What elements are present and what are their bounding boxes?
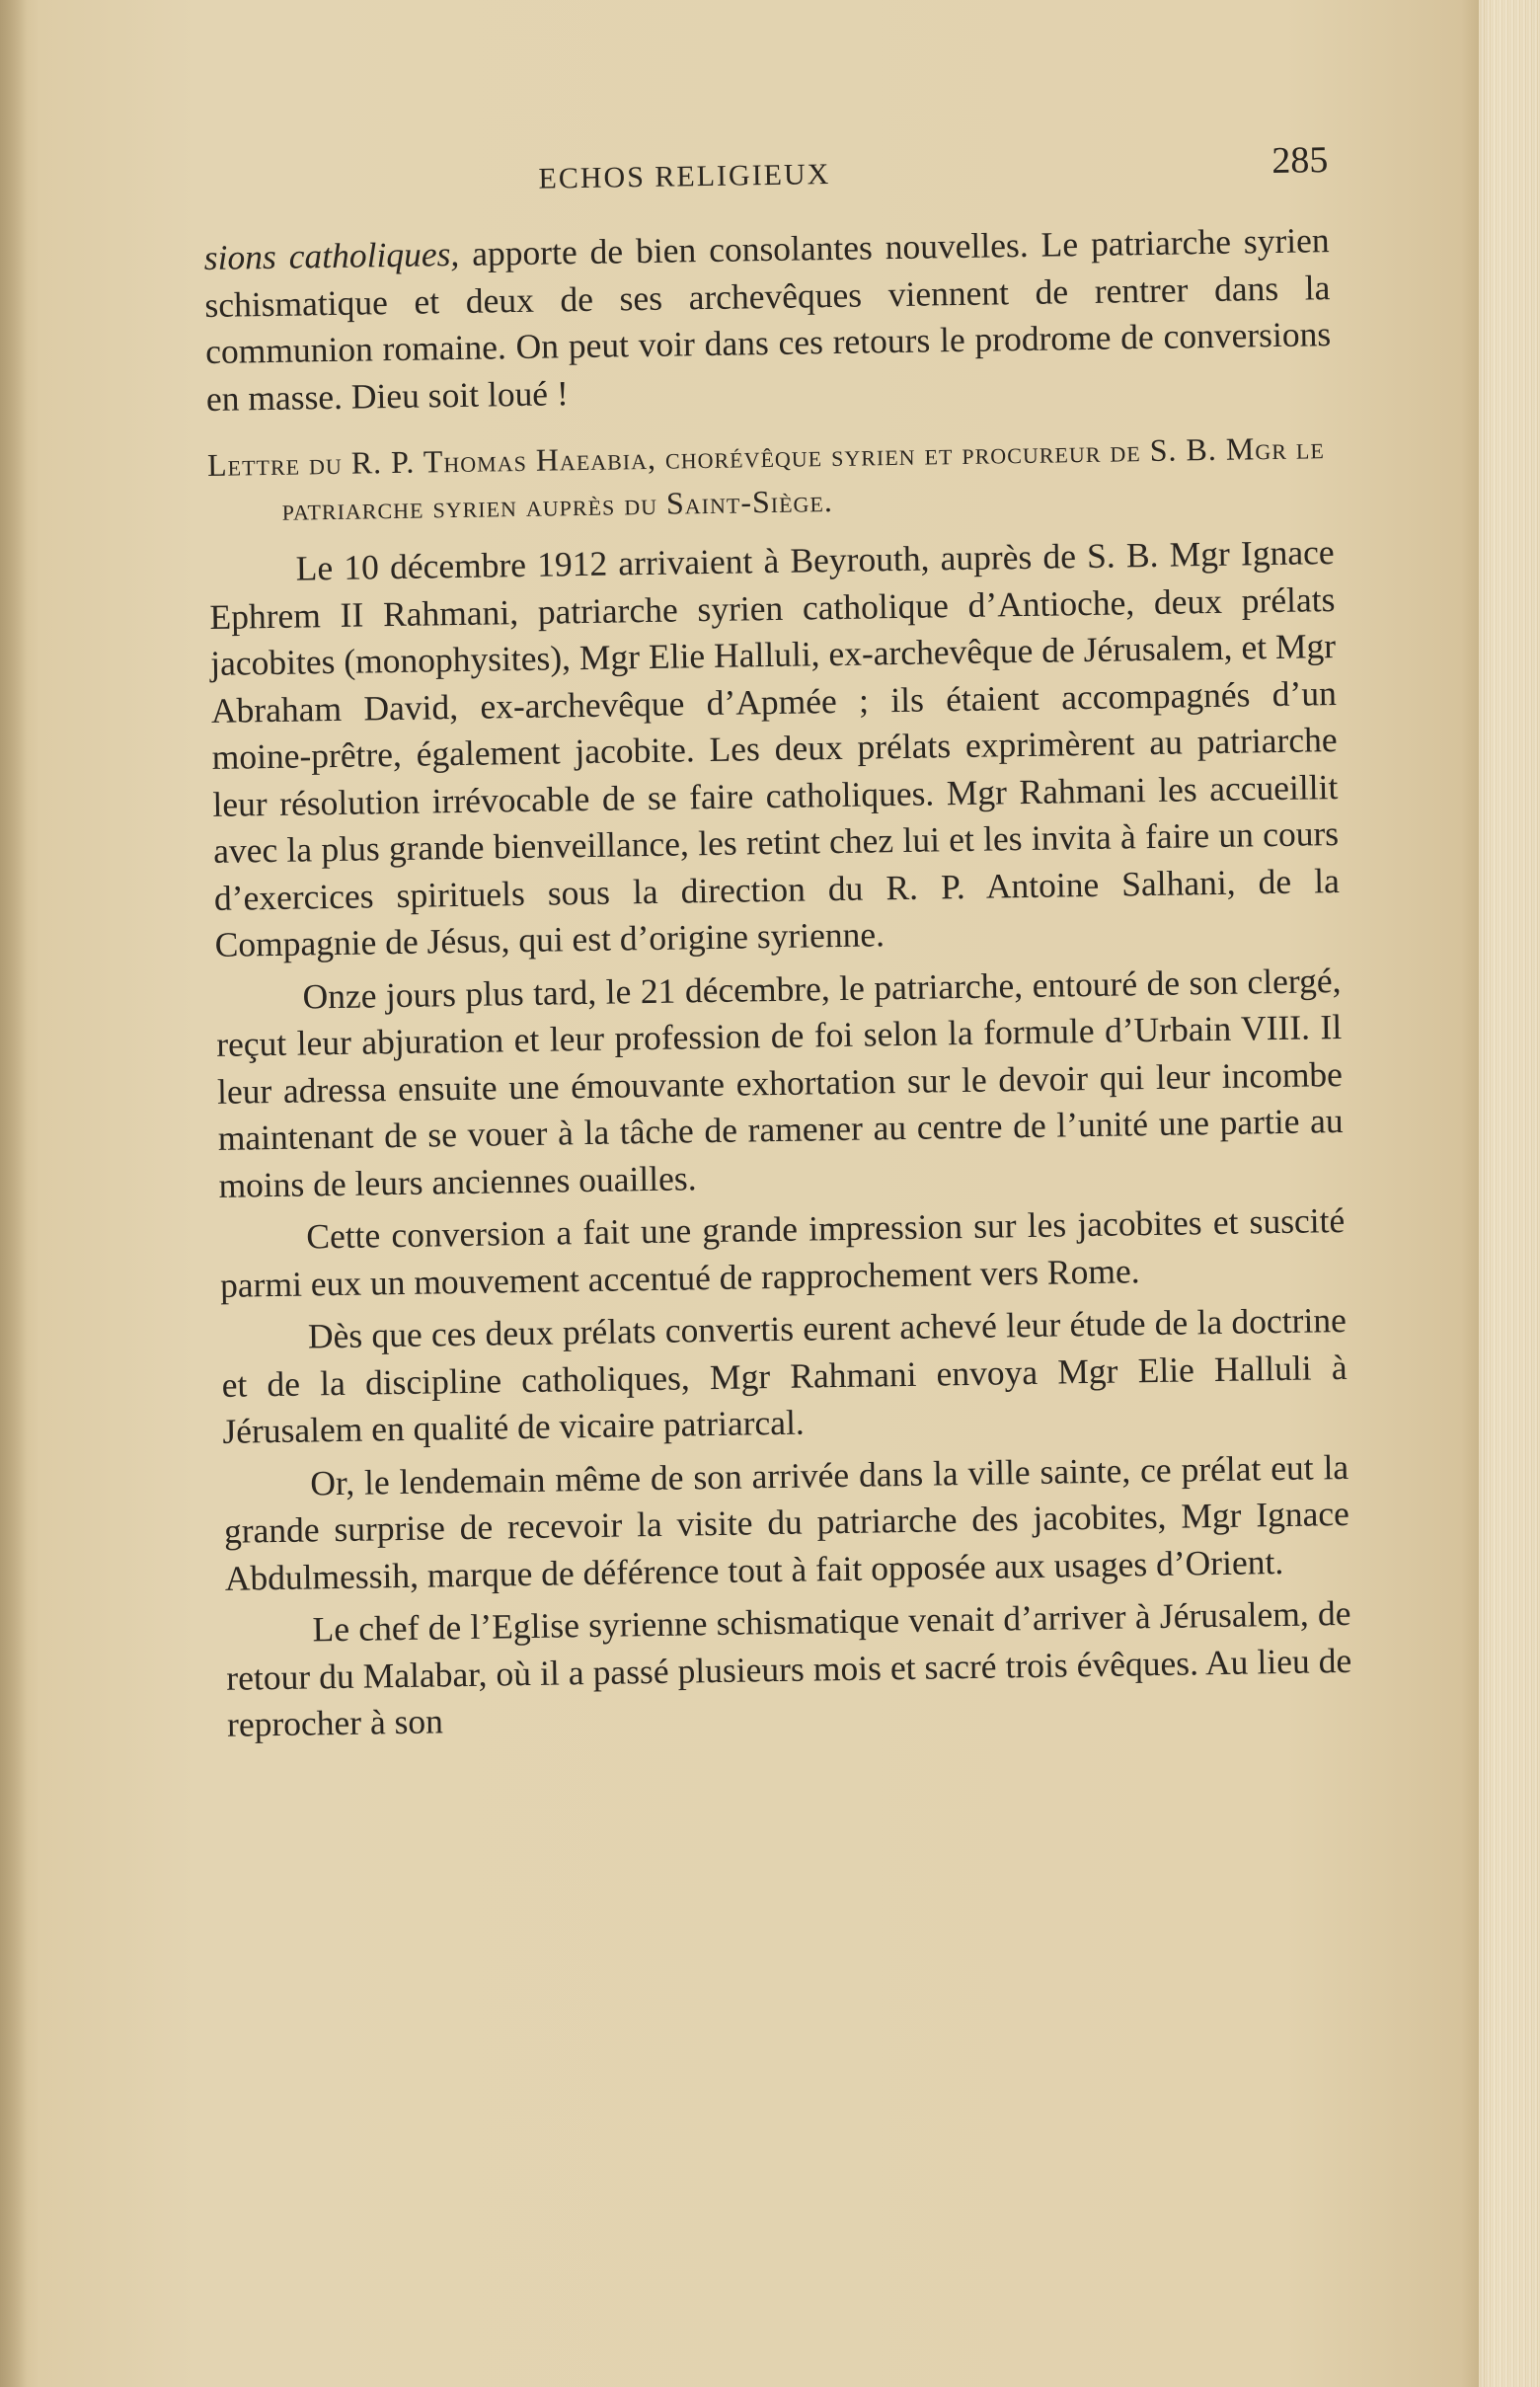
intro-paragraph [203,217,1332,423]
body-paragraph-4: Dès que ces deux prélats convertis eurent achevé leur étude de la doctrine et de la discipline catholiques, Mgr Rahmani envoya Mgr Elie Halluli à Jérusalem en qualité de vicaire patriarcal. [221,1299,1348,1451]
gutter-shadow [0,0,28,2387]
intro-italic-lead: sions catholiques, [203,233,460,277]
page-edges [1479,0,1540,2387]
running-head [202,130,1329,207]
page-number: 285 [1271,139,1329,182]
body-paragraph-3: Cette conversion a fait une grande impression sur les jacobites et suscité parmi eux un mouvement accentué de rapprochement vers Rome. [219,1199,1346,1305]
body-paragraph-6: Le chef de l’Eglise syrienne schismatique venait d’arriver à Jérusalem, de retour du Malabar, où il a passé plusieurs mois et sacré trois évêques. Au lieu de reprocher à son [226,1592,1352,1744]
running-title: ECHOS RELIGIEUX [538,158,831,195]
intro-text: apporte de bien consolantes nouvelles. Le patriarche syrien schismatique et deux de ses archevêques viennent de rentrer dans la communion romaine. On peut voir dans ces retours le prodrome de conversions en masse. Dieu soit loué ! [204,220,1332,419]
body-paragraph-2: Onze jours plus tard, le 21 décembre, le patriarche, entouré de son clergé, reçut leur abjuration et leur profession de foi selon la formule d’Urbain VIII. Il leur adressa ensuite une émouvante exhortation sur le devoir qui leur incombe maintenant de se vouer à la tâche de ramener au centre de l’unité une partie au moins de leurs anciennes ouailles. [215,960,1344,1205]
text-block [202,130,1352,1748]
letter-heading: Lettre du R. P. Thomas Haeabia, chorévêque syrien et procureur de S. B. Mgr le patriarche syrien auprès du Saint-Siège. [206,429,1325,527]
body-paragraph-5: Or, le lendemain même de son arrivée dans la ville sainte, ce prélat eut la grande surprise de recevoir la visite du patriarche des jacobites, Mgr Ignace Abdulmessih, marque de déférence tout à fait opposée aux usages d’Orient. [223,1446,1350,1598]
body-paragraph-1: Le 10 décembre 1912 arrivaient à Beyrouth, auprès de S. B. Mgr Ignace Ephrem II Rahmani, patriarche syrien catholique d’Antioche, deux prélats jacobites (monophysites), Mgr Elie Halluli, ex-archevêque de Jérusalem, et Mgr Abraham David, ex-archevêque d’Apmée ; ils étaient accompagnés d’un moine-prêtre, également jacobite. Les deux prélats exprimèrent au patriarche leur résolution irrévocable de se faire catholiques. Mgr Rahmani les accueillit avec la plus grande bienveillance, les retint chez lui et les invita à faire un cours d’exercices spirituels sous la direction du R. P. Antoine Salhani, de la Compagnie de Jésus, qui est d’origine syrienne. [209,532,1341,964]
